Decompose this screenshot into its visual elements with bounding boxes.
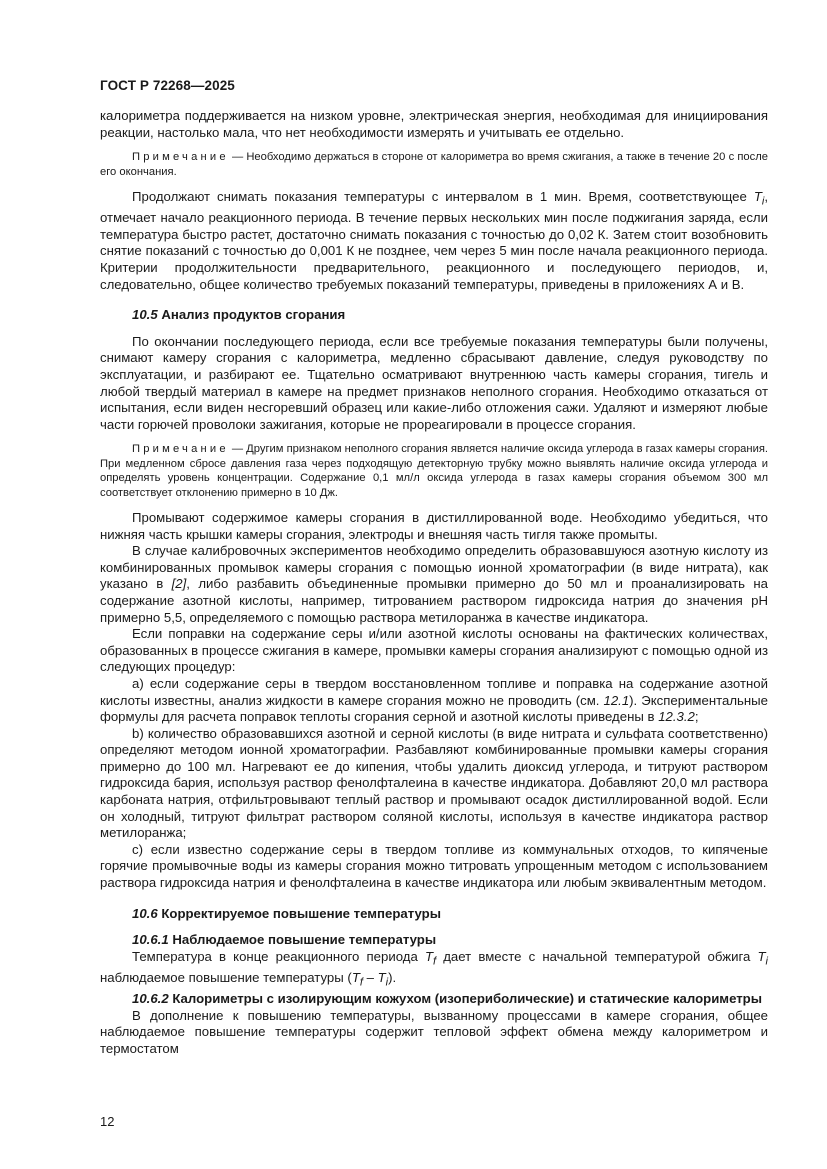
section-number: 10.6.1	[132, 932, 169, 948]
note-label: Примечание	[132, 151, 229, 164]
section-number: 10.6	[132, 905, 158, 921]
reference: 12.1	[603, 692, 630, 708]
list-item	[100, 676, 768, 726]
paragraph	[100, 949, 768, 991]
list-item: b) количество образовавшихся азотной и серной кислоты (в виде нитрата и сульфата соответственно) определяют методом ионной хроматографии. Разбавляют комбинированные промывки камеры сгорания примерно до 100 мл. Нагревают ее до кипения, чтобы удалить диоксид углерода, и титруют раствором гидроксида бария, используя раствор фенолфталеина в качестве индикатора. Добавляют 20,0 мл раствора карбоната натрия, отфильтровывают теплый раствор и промывают осадок дистиллированной водой. Если он холодный, титруют фильтрат раствором соляной кислоты, используя в качестве индикатора раствор метилоранжа;	[100, 725, 768, 841]
note	[100, 442, 768, 500]
text-run: дает вместе с начальной температурой обжига	[436, 948, 758, 964]
subscript: i	[765, 955, 768, 968]
reference: [2]	[171, 576, 187, 592]
text-run: Температура в конце реакционного периода	[132, 948, 425, 964]
variable: T	[753, 189, 762, 204]
variable: T	[377, 970, 386, 986]
document-header: ГОСТ Р 72268—2025	[100, 78, 235, 93]
section-title: Калориметры с изолирующим кожухом (изопериболические) и статические калориметры	[168, 991, 763, 1007]
paragraph: Если поправки на содержание серы и/или азотной кислоты основаны на фактических количествах, образованных в процессе сжигания в камере, промывки камеры сгорания анализируют с помощью одной из следующих процедур:	[100, 626, 768, 675]
paragraph: В дополнение к повышению температуры, вызванному процессами в камере сгорания, общее наблюдаемое повышение температуры содержит тепловой эффект обмена между калориметром и термостатом	[100, 1007, 768, 1057]
subscript: i	[385, 976, 389, 989]
list-item: c) если известно содержание серы в твердом топливе из коммунальных отходов, то кипяченые горячие промывочные воды из камеры сгорания можно титровать упрощенным методом с использованием раствора гидроксида натрия и фенолфталеина в качестве индикатора или любым эквивалентным методом.	[100, 841, 768, 891]
note	[100, 150, 768, 179]
text-run: , отмечает начало реакционного периода. В течение первых нескольких мин после поджигания заряда, если температура быстро растет, достаточно снимать показания с точностью до 0,02 К. Затем стоит возобновить снятие показаний с точностью до 0,001 К не позднее, чем через 5 мин после начала реакционного периода. Критерии продолжительности предварительного, реакционного и последующего периодов, и, следовательно, общее количество требуемых показаний температуры, приведены в приложениях А и В.	[100, 189, 768, 292]
subsection-heading	[132, 991, 768, 1008]
reference: 12.3.2	[658, 709, 695, 725]
section-number: 10.5	[132, 307, 158, 323]
text-run: наблюдаемое повышение температуры (	[100, 970, 352, 986]
page-number: 12	[100, 1114, 115, 1129]
section-title: Наблюдаемое повышение температуры	[168, 932, 437, 948]
variable: T	[351, 970, 360, 986]
section-title: Корректируемое повышение температуры	[157, 905, 442, 921]
subscript: f	[359, 976, 363, 989]
text-run: Продолжают снимать показания температуры с интервалом в 1 мин. Время, соответствующее	[132, 189, 754, 204]
section-title: Анализ продуктов сгорания	[157, 307, 346, 323]
text-run: , либо разбавить объединенные промывки примерно до 50 мл и проанализировать на содержание азотной кислоты, например, титрованием раствором гидроксида натрия до значения pH примерно 5,5, определяемого с помощью раствора метилоранжа в качестве индикатора.	[100, 576, 769, 625]
subscript: i	[761, 195, 765, 208]
page-content	[100, 108, 768, 1058]
paragraph: калориметра поддерживается на низком уровне, электрическая энергия, необходимая для инициирования реакции, настолько мала, что нет необходимости измерять и учитывать ее отдельно.	[100, 108, 768, 140]
text-run: ).	[388, 970, 397, 986]
paragraph: Промывают содержимое камеры сгорания в дистиллированной воде. Необходимо убедиться, что нижняя часть крышки камеры сгорания, электроды и внешняя часть тигля также промыты.	[100, 509, 768, 542]
section-number: 10.6.2	[132, 991, 169, 1007]
paragraph	[100, 189, 768, 293]
text-run: ;	[694, 709, 699, 725]
subscript: f	[433, 955, 437, 968]
paragraph	[100, 543, 768, 626]
text-run: В случае калибровочных экспериментов необходимо определить образовавшуюся азотную кислоту из комбинированных промывок камеры сгорания с помощью ионной хроматографии (в виде нитрата), как указано в	[100, 543, 768, 592]
variable: T	[424, 948, 434, 964]
paragraph: По окончании последующего периода, если все требуемые показания температуры были получены, снимают камеру сгорания с калориметра, медленно сбрасывают давление, следуя руководству по эксплуатации, и разбирают ее. Тщательно осматривают внутреннюю часть камеры сгорания, тигель и любой твердый материал в камере на предмет признаков неполного сгорания. Необходимо отказаться от испытания, если виден несгоревший образец или какие-либо отложения сажи. Удаляют и измеряют любые части горючей проволоки зажигания, которые не прореагировали в процессе сгорания.	[100, 333, 768, 432]
text-run: –	[362, 970, 378, 986]
variable: T	[757, 948, 766, 964]
section-heading	[132, 307, 768, 324]
note-text: — Необходимо держаться в стороне от калориметра во время сжигания, а также в течение 20 с после его окончания.	[100, 151, 768, 178]
note-text: — Другим признаком неполного сгорания является наличие оксида углерода в газах камеры сгорания. При медленном сбросе давления газа через подходящую детекторную трубку можно выявлять наличие оксида углерода и определять уровень концентрации. Содержание 0,1 мл/л оксида углерода в газах камеры сгорания объемом 300 мл соответствует отклонению примерно в 10 Дж.	[100, 443, 768, 499]
section-heading	[132, 906, 768, 923]
note-label: Примечание	[132, 443, 229, 456]
text-run: a) если содержание серы в твердом восстановленном топливе и поправка на содержание азотной кислоты известны, анализ жидкости в камере сгорания можно не проводить (см.	[100, 675, 768, 708]
subsection-heading	[132, 932, 768, 949]
text-run: ). Экспериментальные формулы для расчета поправок теплоты сгорания серной и азотной кислоты приведены в	[100, 692, 768, 725]
